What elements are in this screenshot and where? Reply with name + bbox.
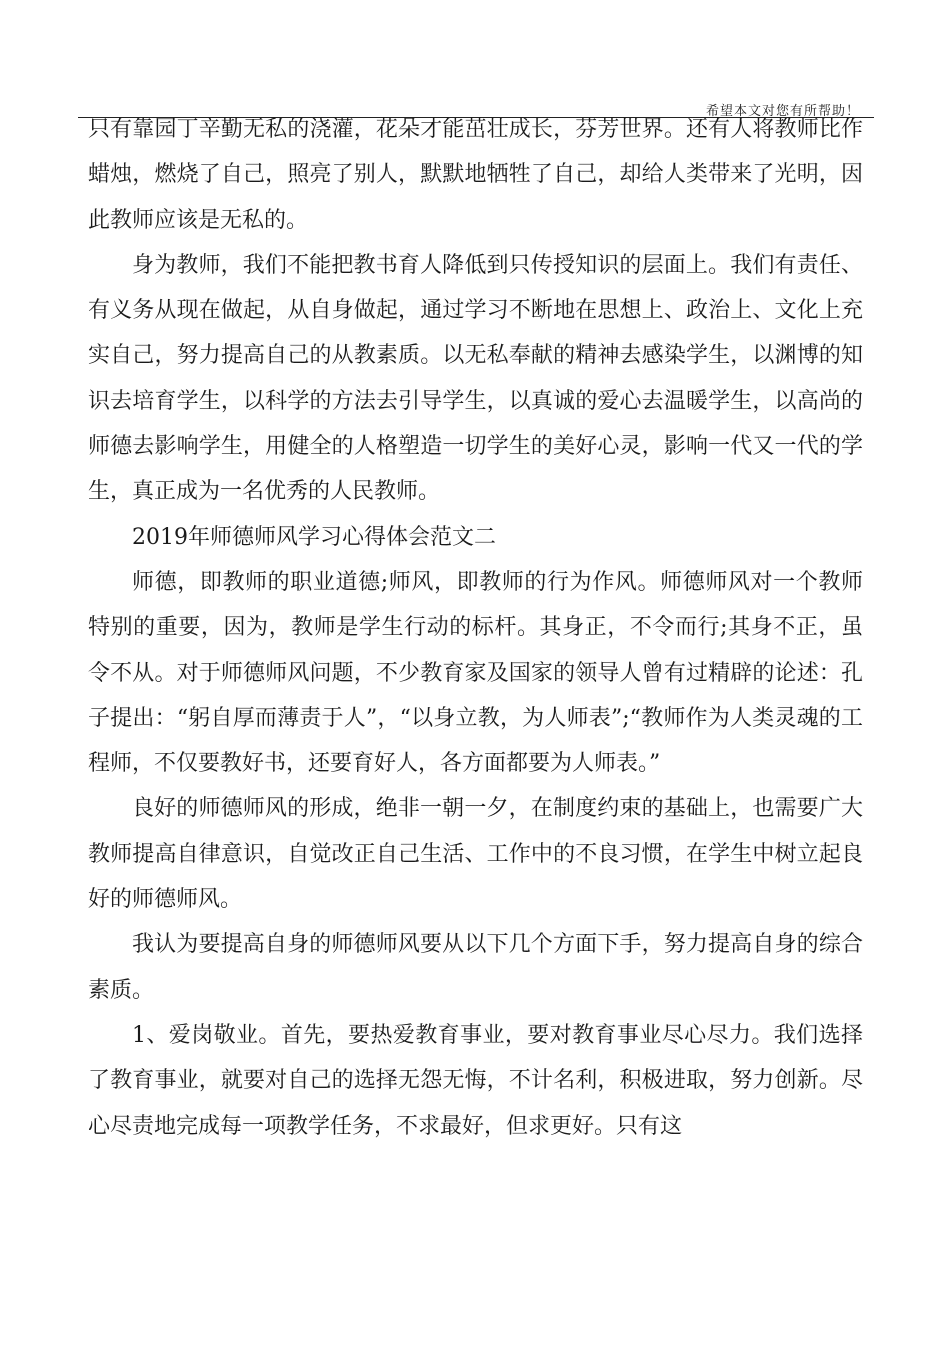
header-note: 希望本文对您有所帮助！ bbox=[705, 104, 860, 119]
paragraph-2: 身为教师，我们不能把教书育人降低到只传授知识的层面上。我们有责任、有义务从现在做起，从自身做起，通过学习不断地在思想上、政治上、文化上充实自己，努力提高自己的从教素质。以无私奉献的精神去感染学生，以渊博的知识去培育学生，以科学的方法去引导学生，以真诚的爱心去温暖学生，以高尚的师德去影响学生，用健全的人格塑造一切学生的美好心灵，影响一代又一代的学生，真正成为一名优秀的人民教师。 bbox=[88, 252, 863, 505]
document-body bbox=[88, 107, 863, 1149]
paragraph-1: 只有靠园丁辛勤无私的浇灌，花朵才能茁壮成长，芬芳世界。还有人将教师比作蜡烛，燃烧了自己，照亮了别人，默默地牺牲了自己，却给人类带来了光明，因此教师应该是无私的。 bbox=[88, 117, 863, 233]
section-title: 2019年师德师风学习心得体会范文二 bbox=[132, 524, 496, 550]
paragraph-4: 良好的师德师风的形成，绝非一朝一夕，在制度约束的基础上，也需要广大教师提高自律意识，自觉改正自己生活、工作中的不良习惯，在学生中树立起良好的师德师风。 bbox=[88, 796, 863, 913]
paragraph-6: 1、爱岗敬业。首先，要热爱教育事业，要对教育事业尽心尽力。我们选择了教育事业，就要对自己的选择无怨无悔，不计名利，积极进取，努力创新。尽心尽责地完成每一项教学任务，不求最好，但求更好。只有这 bbox=[88, 1022, 863, 1139]
paragraph-5: 我认为要提高自身的师德师风要从以下几个方面下手，努力提高自身的综合素质。 bbox=[88, 932, 863, 1003]
paragraph-3: 师德，即教师的职业道德;师风，即教师的行为作风。师德师风对一个教师特别的重要，因为，教师是学生行动的标杆。其身正，不令而行;其身不正，虽令不从。对于师德师风问题，不少教育家及国家的领导人曾有过精辟的论述：孔子提出：“躬自厚而薄责于人”，“以身立教，为人师表”;“教师作为人类灵魂的工程师，不仅要教好书，还要育好人，各方面都要为人师表。” bbox=[88, 569, 863, 777]
